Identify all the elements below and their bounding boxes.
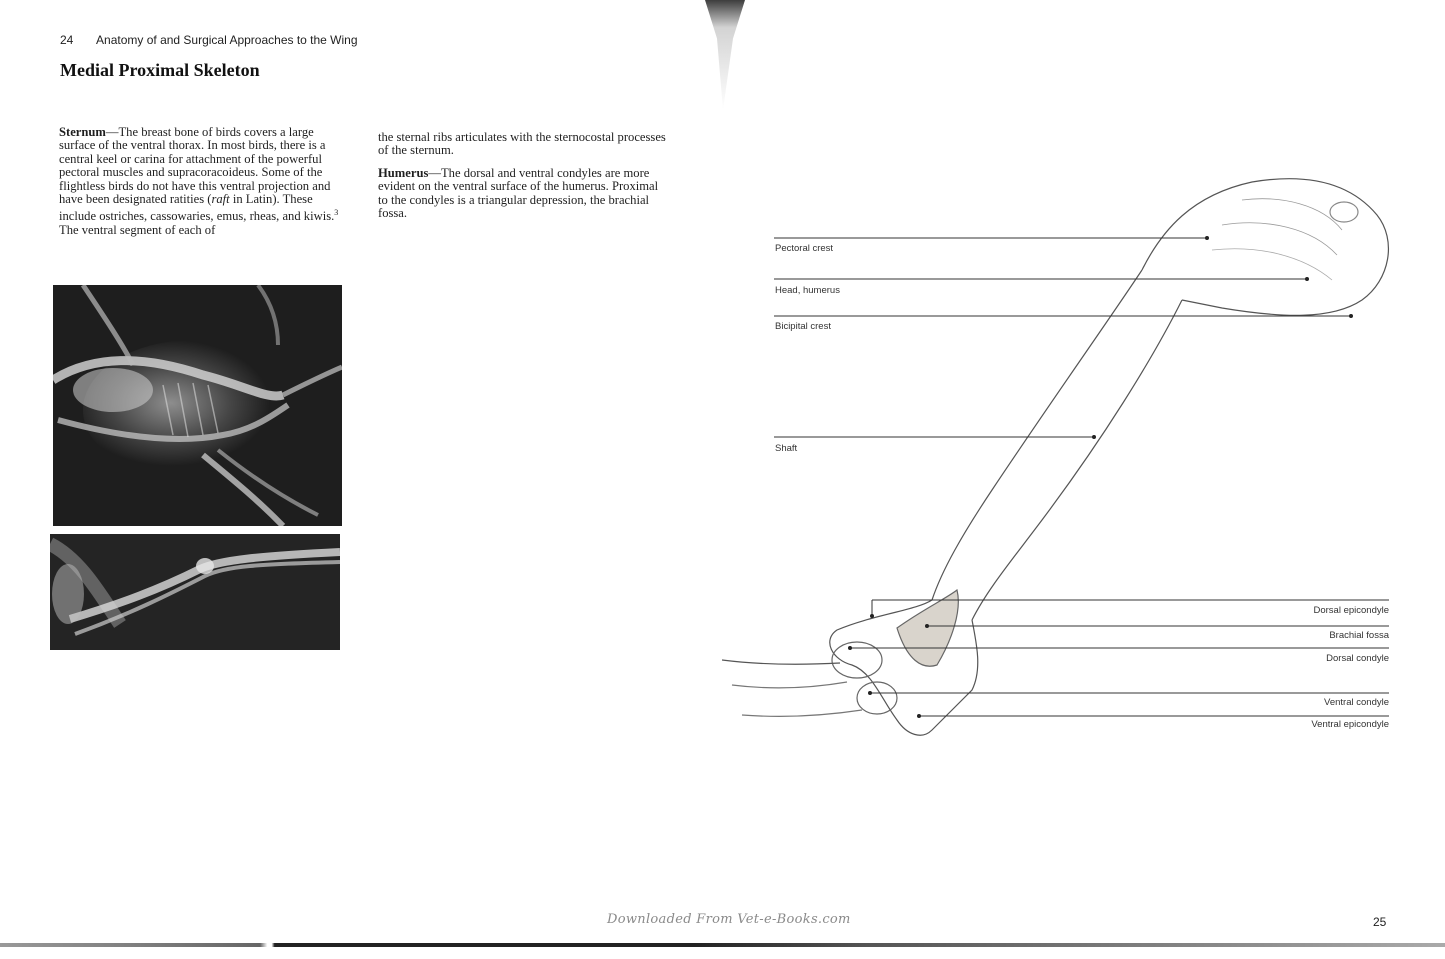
- leader-dot-bicipital-crest: [1349, 314, 1353, 318]
- watermark: Downloaded From Vet-e-Books.com: [607, 912, 851, 927]
- shaft-outline-a: [932, 270, 1142, 600]
- sternum-term: Sternum: [59, 125, 106, 139]
- leader-dot-dorsal-condyle: [848, 646, 852, 650]
- text-column-1: [59, 126, 349, 246]
- humerus-text: —The dorsal and ventral condyles are more evident on the ventral surface of the humerus. Proximal to the condyles is a triangular depression, the brachial fossa.: [378, 165, 659, 221]
- label-bicipital-crest: Bicipital crest: [775, 321, 831, 332]
- humerus-term: Humerus: [378, 165, 429, 180]
- sternum-text: —The breast bone of birds covers a large surface of the ventral thorax. In most birds, there is a central keel or carina for attachment of the powerful pectoral muscles and supracoracoideus. Some of the flightless birds do not have this ventral projection and have been designated ratities (: [59, 125, 331, 207]
- radiograph-thorax: [53, 285, 342, 526]
- leader-dot-ventral-epicondyle: [917, 714, 921, 718]
- leader-dot-dorsal-epicondyle: [870, 614, 874, 618]
- page-number-right: 25: [1373, 915, 1387, 929]
- radius-outline: [722, 660, 840, 664]
- label-pectoral-crest: Pectoral crest: [775, 243, 834, 254]
- leader-dot-brachial-fossa: [925, 624, 929, 628]
- running-head: [60, 33, 358, 47]
- section-title: Medial Proximal Skeleton: [60, 60, 260, 80]
- humeral-head-outline: [1142, 179, 1388, 316]
- leader-dot-pectoral-crest: [1205, 236, 1209, 240]
- radiograph-thorax-image: [53, 285, 342, 526]
- radiograph-wing-image: [50, 534, 340, 650]
- radiograph-wing: [50, 534, 340, 650]
- footer-rule: [0, 943, 1445, 947]
- label-head-humerus: Head, humerus: [775, 285, 840, 296]
- label-ventral-condyle: Ventral condyle: [1324, 697, 1389, 708]
- brachial-fossa-shape: [897, 590, 958, 666]
- sternum-paragraph: [59, 126, 349, 237]
- running-title: Anatomy of and Surgical Approaches to the Wing: [96, 33, 358, 47]
- label-shaft: Shaft: [775, 443, 798, 454]
- page-number-left: 24: [60, 33, 74, 47]
- sternum-ref: 3: [334, 208, 339, 218]
- leader-lines: [774, 238, 1389, 716]
- humerus-paragraph: [378, 167, 666, 221]
- shaft-outline-b: [972, 300, 1182, 620]
- leader-dot-ventral-condyle: [868, 691, 872, 695]
- sternum-text-3: The ventral segment of each of: [59, 223, 216, 238]
- leader-dot-shaft: [1092, 435, 1096, 439]
- left-page: [0, 0, 722, 959]
- humerus-illustration: [722, 0, 1445, 900]
- leader-dot-head: [1305, 277, 1309, 281]
- sternum-text-2: in Latin). These include ostriches, cassowaries, emus, rheas, and kiwis.: [59, 192, 335, 224]
- sternum-italic: raft: [211, 192, 230, 207]
- label-ventral-epicondyle: Ventral epicondyle: [1311, 719, 1389, 730]
- label-brachial-fossa: Brachial fossa: [1329, 630, 1389, 641]
- label-dorsal-condyle: Dorsal condyle: [1326, 653, 1389, 664]
- text-column-2: [378, 131, 666, 229]
- label-dorsal-epicondyle: Dorsal epicondyle: [1313, 605, 1389, 616]
- ribs-paragraph: the sternal ribs articulates with the sternocostal processes of the sternum.: [378, 130, 666, 158]
